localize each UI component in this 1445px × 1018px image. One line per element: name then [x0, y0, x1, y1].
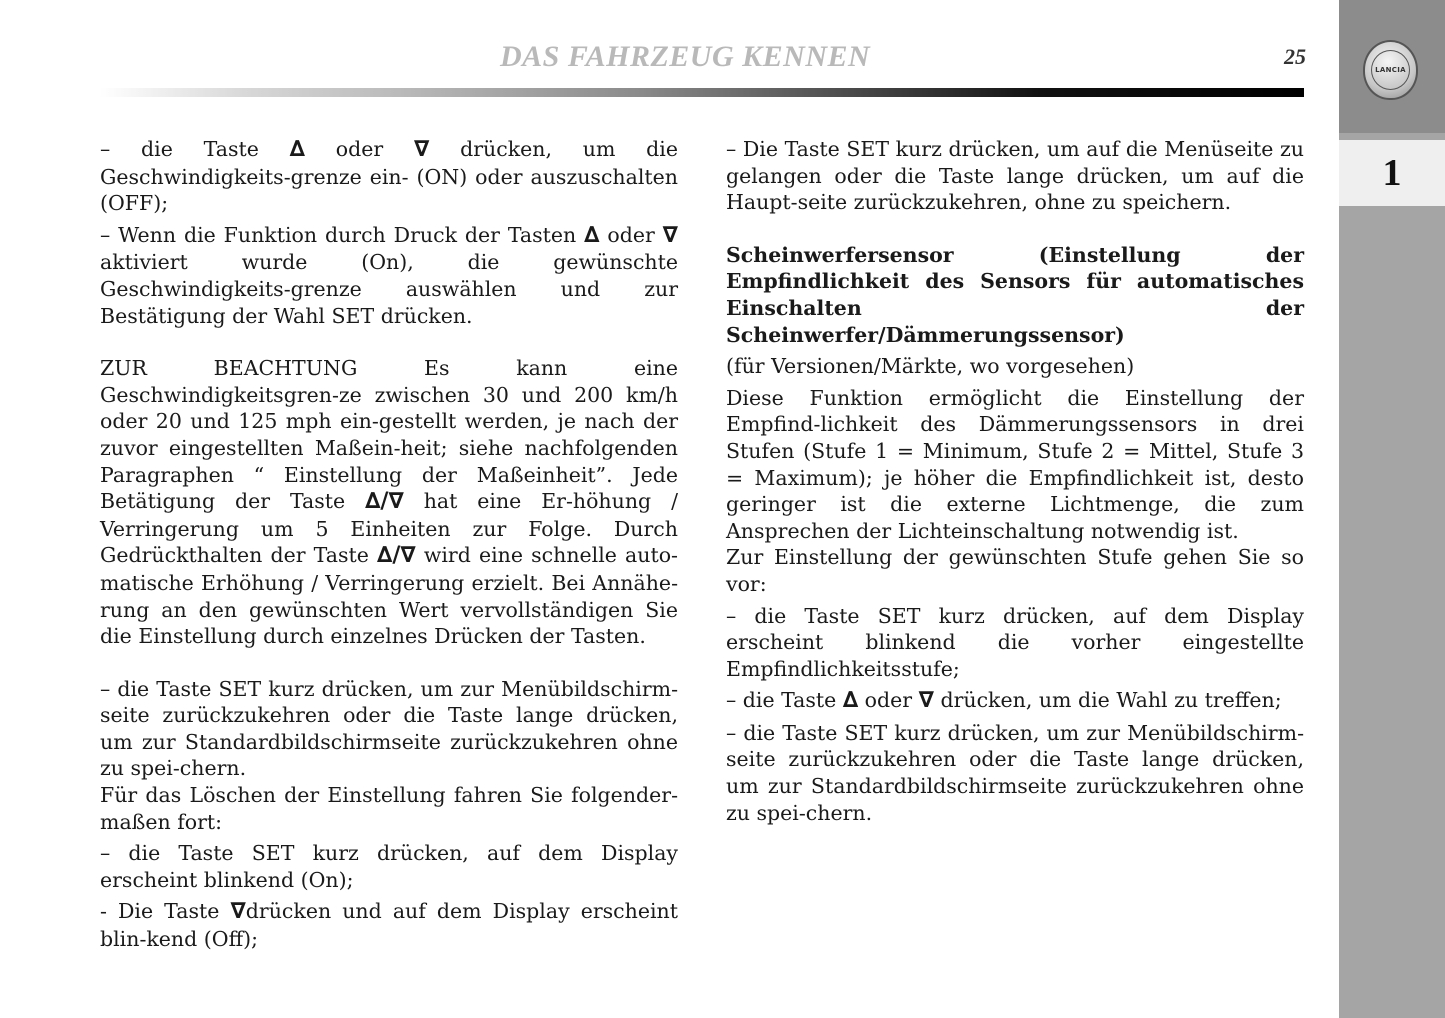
paragraph: Für das Löschen der Einstellung fahren Sie folgender-maßen fort:	[100, 783, 678, 834]
paragraph: – die Taste ∆ oder ∇ drücken, um die Geschwindigkeits-grenze ein- (ON) oder auszuschalten (OFF);	[100, 137, 678, 216]
up-down-arrow-icon: ∆/∇	[365, 489, 404, 515]
logo-text: LANCIA	[1375, 66, 1406, 74]
lancia-logo	[1363, 40, 1418, 100]
up-down-arrow-icon: ∆/∇	[376, 543, 416, 569]
section-heading-note: (für Versionen/Märkte, wo vorgesehen)	[726, 354, 1135, 379]
note-paragraph: ZUR BEACHTUNG Es kann eine Geschwindigkeitsgren-ze zwischen 30 und 200 km/h oder 20 und 125 mph ein-gestellt werden, je nach der zuvor eingestellten Maßein-heit; siehe nachfolgenden Paragraphen “ Einstellung der Maßeinheit”. Jede Betätigung der Taste ∆/∇ hat eine Er-höhung / Verringerung um 5 Einheiten zur Folge. Durch Gedrückthalten der Taste ∆/∇ wird eine schnelle auto-matische Erhöhung / Verringerung erzielt. Bei Annähe-rung an den gewünschten Wert vervollständigen Sie die Einstellung durch einzelnes Drücken der Tasten.	[100, 356, 678, 649]
logo-emblem	[1371, 50, 1410, 90]
left-column	[100, 136, 678, 958]
right-column	[726, 136, 1304, 831]
down-arrow-icon: ∇	[662, 222, 678, 248]
page-header-title: DAS FAHRZEUG KENNEN	[500, 40, 871, 73]
paragraph: – die Taste SET kurz drücken, auf dem Display erscheint blinkend die vorher eingestellte Empfindlichkeitsstufe;	[726, 603, 1304, 681]
paragraph: Zur Einstellung der gewünschten Stufe gehen Sie so vor:	[726, 545, 1304, 596]
paragraph: – die Taste ∆ oder ∇ drücken, um die Wahl zu treffen;	[726, 688, 1282, 714]
page-number: 25	[1284, 44, 1306, 69]
down-arrow-icon: ∇	[918, 688, 934, 714]
up-arrow-icon: ∆	[289, 137, 305, 162]
section-heading: Scheinwerfersensor (Einstellung der Empfindlichkeit des Sensors für automatisches Einschalten der Scheinwerfer/Dämmerungssensor)	[726, 242, 1304, 347]
chapter-tab[interactable]: 1	[1339, 140, 1445, 206]
down-arrow-icon: ∇	[413, 137, 430, 162]
up-arrow-icon: ∆	[842, 688, 859, 714]
paragraph: - Die Taste ∇drücken und auf dem Display erscheint blin-kend (Off);	[100, 899, 678, 952]
up-arrow-icon: ∆	[584, 222, 600, 248]
paragraph: Diese Funktion ermöglicht die Einstellung der Empfind-lichkeit des Dämmerungssensors in drei Stufen (Stufe 1 = Minimum, Stufe 2 = Mittel, Stufe 3 = Maximum); je höher die Empfindlichkeit ist, desto geringer ist die externe Lichtmenge, die zum Ansprechen der Lichteinschaltung notwendig ist.	[726, 385, 1304, 543]
paragraph: – Die Taste SET kurz drücken, um auf die Menüseite zu gelangen oder die Taste lange drücken, um auf die Haupt-seite zurückzukehren, ohne zu speichern.	[726, 137, 1304, 215]
header-rule	[100, 88, 1304, 97]
paragraph: – Wenn die Funktion durch Druck der Tasten ∆ oder ∇ aktiviert wurde (On), die gewünschte Geschwindigkeits-grenze auswählen und zur Bestätigung der Wahl SET drücken.	[100, 222, 678, 328]
paragraph: – die Taste SET kurz drücken, auf dem Display erscheint blinkend (On);	[100, 841, 678, 892]
down-arrow-icon: ∇	[230, 899, 246, 925]
paragraph: – die Taste SET kurz drücken, um zur Menübildschirm-seite zurückzukehren oder die Taste lange drücken, um zur Standardbildschirmseite zurückzukehren ohne zu spei-chern.	[726, 720, 1304, 825]
paragraph: – die Taste SET kurz drücken, um zur Menübildschirm-seite zurückzukehren oder die Taste lange drücken, um zur Standardbildschirmseite zurückzukehren ohne zu spei-chern.	[100, 676, 678, 781]
